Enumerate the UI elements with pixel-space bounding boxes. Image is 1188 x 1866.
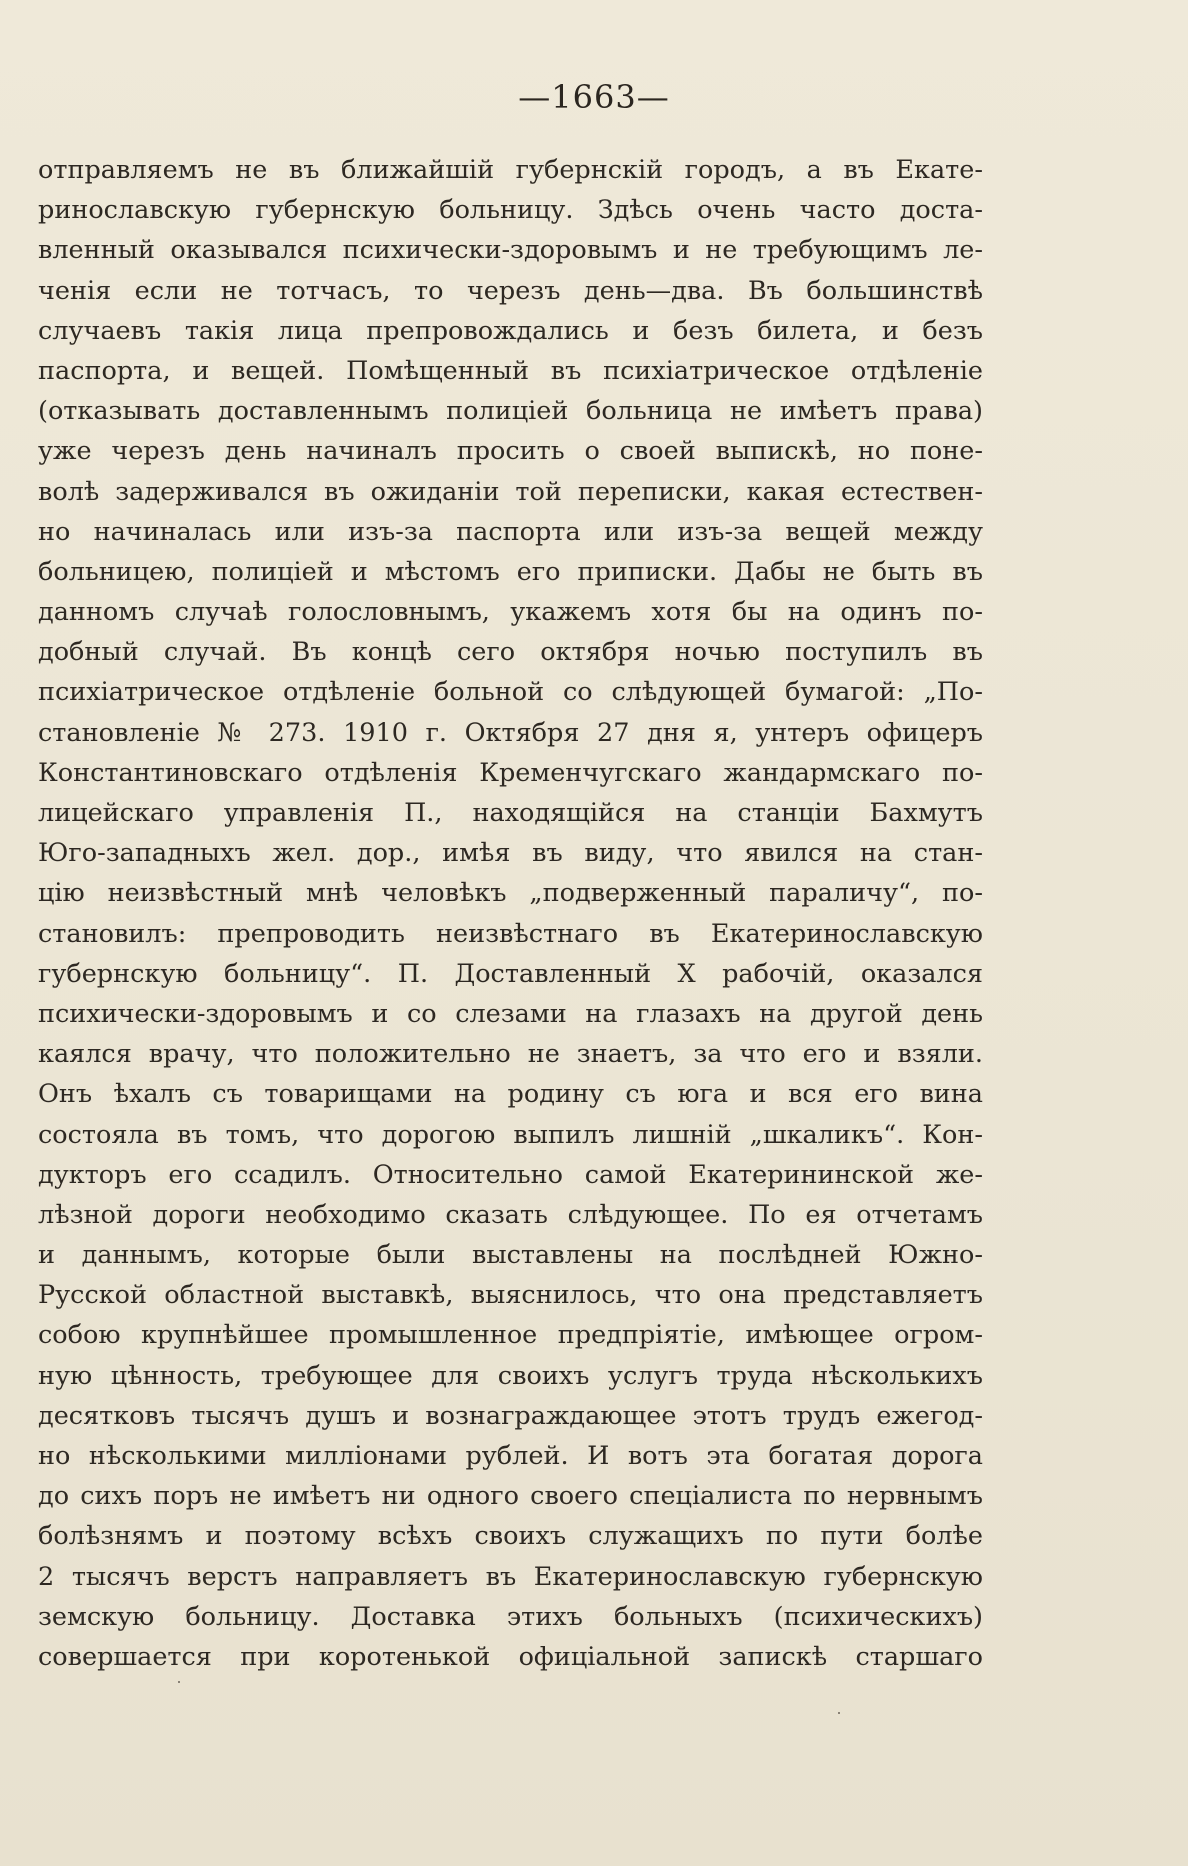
text-line: становилъ: препроводить неизвѣстнаго въ Екатеринославскую: [38, 918, 983, 949]
text-line: лѣзной дороги необходимо сказать слѣдующее. По ея отчетамъ: [38, 1199, 983, 1230]
text-line: ченія если не тотчасъ, то черезъ день—два. Въ большинствѣ: [38, 275, 983, 306]
text-line: случаевъ такія лица препровождались и безъ билета, и безъ: [38, 315, 983, 346]
text-line: 2 тысячъ верстъ направляетъ въ Екатеринославскую губернскую: [38, 1561, 983, 1592]
text-line: паспорта, и вещей. Помѣщенный въ психіатрическое отдѣленіе: [38, 355, 983, 386]
body-text: [38, 150, 983, 1677]
text-line: земскую больницу. Доставка этихъ больныхъ (психическихъ): [38, 1601, 983, 1632]
text-line: и даннымъ, которые были выставлены на послѣдней Южно-: [38, 1240, 983, 1271]
text-line: добный случай. Въ концѣ сего октября ночью поступилъ въ: [38, 637, 983, 668]
text-line: губернскую больницу“. П. Доставленный Х рабочій, оказался: [38, 958, 983, 989]
text-line: Онъ ѣхалъ съ товарищами на родину съ юга и вся его вина: [38, 1079, 983, 1110]
text-line: до сихъ поръ не имѣетъ ни одного своего спеціалиста по нервнымъ: [38, 1481, 983, 1512]
text-line: вленный оказывался психически-здоровымъ и не требующимъ ле-: [38, 235, 983, 266]
text-line: совершается при коротенькой офиціальной запискѣ старшаго: [38, 1641, 983, 1672]
text-line: но нѣсколькими милліонами рублей. И вотъ эта богатая дорога: [38, 1441, 983, 1471]
text-line: каялся врачу, что положительно не знаетъ, за что его и взяли.: [38, 1039, 983, 1070]
text-line: отправляемъ не въ ближайшій губернскій городъ, а въ Екате-: [38, 155, 983, 185]
text-line: десятковъ тысячъ душъ и вознаграждающее этотъ трудъ ежегод-: [38, 1400, 983, 1431]
text-line: но начиналась или изъ-за паспорта или изъ-за вещей между: [38, 516, 983, 547]
text-line: психически-здоровымъ и со слезами на глазахъ на другой день: [38, 998, 983, 1029]
text-line: больницею, полиціей и мѣстомъ его приписки. Дабы не быть въ: [38, 556, 983, 587]
text-line: ную цѣнность, требующее для своихъ услугъ труда нѣсколькихъ: [38, 1360, 983, 1391]
text-line: Русской областной выставкѣ, выяснилось, что она представляетъ: [38, 1280, 983, 1311]
text-line: (отказывать доставленнымъ полиціей больница не имѣетъ права): [38, 396, 983, 427]
text-line: дукторъ его ссадилъ. Относительно самой Екатерининской же-: [38, 1159, 983, 1190]
text-line: уже черезъ день начиналъ просить о своей выпискѣ, но поне-: [38, 436, 983, 467]
paper-speck: [178, 1681, 180, 1683]
text-line: становленіе № 273. 1910 г. Октября 27 дня я, унтеръ офицеръ: [38, 717, 983, 748]
text-line: волѣ задерживался въ ожиданіи той переписки, какая естествен-: [38, 476, 983, 507]
text-line: данномъ случаѣ голословнымъ, укажемъ хотя бы на одинъ по-: [38, 597, 983, 628]
text-line: состояла въ томъ, что дорогою выпилъ лишній „шкаликъ“. Кон-: [38, 1119, 983, 1150]
text-line: Юго-западныхъ жел. дор., имѣя въ виду, что явился на стан-: [38, 838, 983, 869]
paper-speck: [838, 1712, 840, 1714]
text-line: болѣзнямъ и поэтому всѣхъ своихъ служащихъ по пути болѣе: [38, 1521, 983, 1552]
text-line: лицейскаго управленія П., находящійся на станціи Бахмутъ: [38, 798, 983, 828]
text-line: Константиновскаго отдѣленія Кременчугскаго жандармскаго по-: [38, 757, 983, 788]
text-line: ринославскую губернскую больницу. Здѣсь очень часто доста-: [38, 195, 983, 226]
page-number: —1663—: [518, 78, 670, 116]
text-line: собою крупнѣйшее промышленное предпріятіе, имѣющее огром-: [38, 1320, 983, 1351]
text-line: цію неизвѣстный мнѣ человѣкъ „подверженный параличу“, по-: [38, 878, 983, 909]
text-line: психіатрическое отдѣленіе больной со слѣдующей бумагой: „По-: [38, 677, 983, 708]
